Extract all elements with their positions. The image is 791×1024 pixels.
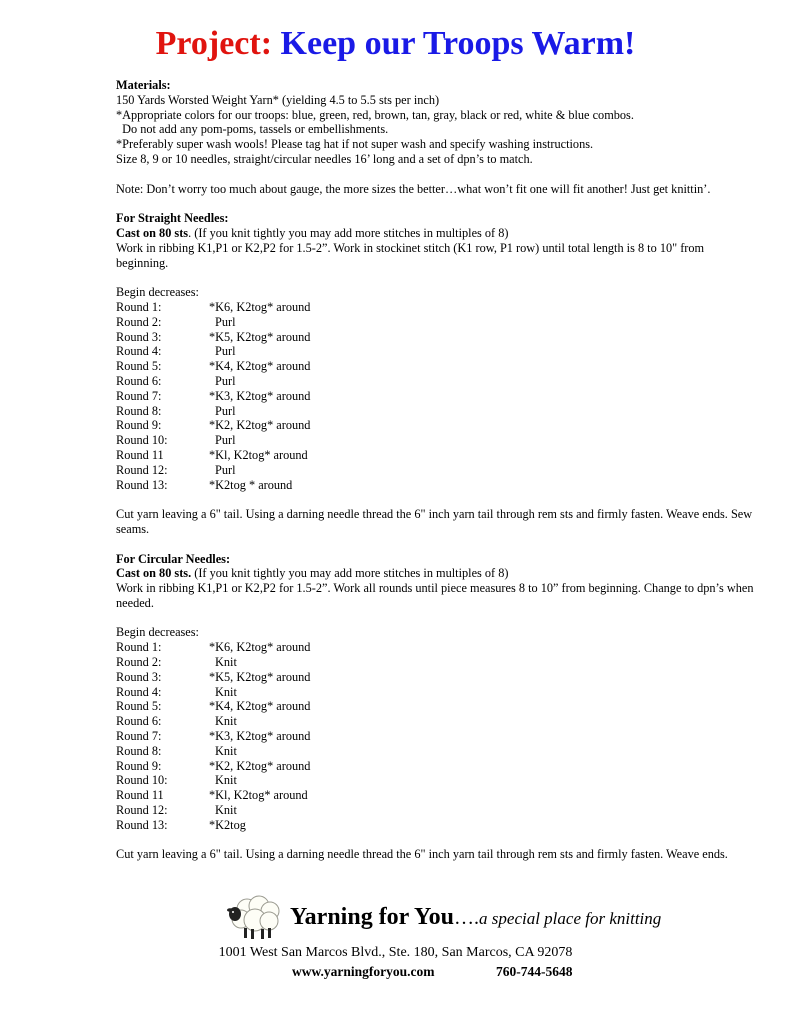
round-label: Round 7:	[116, 729, 162, 744]
round-row	[116, 418, 756, 433]
instructions	[116, 78, 756, 862]
round-label: Round 8:	[116, 403, 162, 418]
round-instruction: *K3, K2tog* around	[209, 388, 311, 403]
materials-line: 150 Yards Worsted Weight Yarn* (yielding 4.5 to 5.5 sts per inch)	[116, 92, 440, 107]
round-row	[116, 344, 756, 359]
shop-brand	[290, 904, 661, 931]
materials-line: Size 8, 9 or 10 needles, straight/circular needles 16’ long and a set of dpn’s to match.	[116, 151, 533, 166]
materials-list	[116, 93, 756, 167]
round-row	[116, 818, 756, 833]
circular-heading: For Circular Needles:	[116, 551, 231, 566]
round-instruction: Purl	[215, 314, 236, 329]
title-main: Keep our Troops Warm!	[280, 25, 636, 62]
round-instruction: *K6, K2tog* around	[209, 640, 311, 655]
shop-website[interactable]: www.yarningforyou.com	[292, 964, 435, 979]
round-row	[116, 714, 756, 729]
round-row	[116, 374, 756, 389]
round-label: Round 1:	[116, 299, 162, 314]
straight-cast-on-rest: . (If you knit tightly you may add more stitches in multiples of 8)	[188, 225, 509, 240]
round-label: Round 12:	[116, 462, 168, 477]
round-label: Round 13:	[116, 477, 168, 492]
round-label: Round 2:	[116, 655, 162, 670]
round-instruction: Knit	[215, 655, 237, 670]
shop-phone: 760-744-5648	[496, 964, 573, 979]
round-row	[116, 463, 756, 478]
round-row	[116, 655, 756, 670]
round-row	[116, 699, 756, 714]
round-instruction: *K4, K2tog* around	[209, 699, 311, 714]
round-label: Round 10:	[116, 773, 168, 788]
round-row	[116, 773, 756, 788]
round-row	[116, 404, 756, 419]
materials-line: *Preferably super wash wools! Please tag hat if not super wash and specify washing instructions.	[116, 137, 594, 152]
round-label: Round 5:	[116, 699, 162, 714]
round-label: Round 13:	[116, 817, 168, 832]
round-row	[116, 729, 756, 744]
round-label: Round 10:	[116, 433, 168, 448]
round-instruction: *K2, K2tog* around	[209, 758, 311, 773]
circular-begin-decreases: Begin decreases:	[116, 625, 199, 640]
round-instruction: Purl	[215, 403, 236, 418]
round-row	[116, 330, 756, 345]
round-row	[116, 359, 756, 374]
round-row	[116, 448, 756, 463]
circular-cast-on	[116, 566, 756, 581]
round-instruction: Knit	[215, 803, 237, 818]
shop-address: 1001 West San Marcos Blvd., Ste. 180, San Marcos, CA 92078	[218, 945, 573, 960]
round-instruction: Knit	[215, 743, 237, 758]
round-label: Round 8:	[116, 743, 162, 758]
circular-rounds	[116, 640, 756, 832]
circular-cast-on-rest: (If you knit tightly you may add more stitches in multiples of 8)	[191, 566, 509, 581]
round-instruction: *Kl, K2tog* around	[209, 788, 308, 803]
round-label: Round 7:	[116, 388, 162, 403]
page-title	[0, 22, 791, 66]
round-row	[116, 300, 756, 315]
round-label: Round 1:	[116, 640, 162, 655]
round-instruction: *K4, K2tog* around	[209, 359, 311, 374]
round-row	[116, 478, 756, 493]
round-row	[116, 744, 756, 759]
shop-tagline: a special place for knitting	[479, 909, 662, 928]
gauge-note: Note: Don’t worry too much about gauge, the more sizes the better…what won’t fit one will fit another! Just get knittin’.	[116, 181, 711, 196]
shop-name: Yarning for You	[290, 904, 455, 930]
circular-work: Work in ribbing K1,P1 or K2,P2 for 1.5-2”. Work all rounds until piece measures 8 to 10” from beginning. Change to dpn’s when needed.	[116, 581, 754, 610]
round-label: Round 6:	[116, 714, 162, 729]
straight-finish: Cut yarn leaving a 6" tail. Using a darning needle thread the 6" inch yarn tail through rem sts and firmly fasten. Weave ends. Sew seams.	[116, 507, 753, 536]
title-prefix: Project:	[155, 25, 273, 62]
round-label: Round 6:	[116, 373, 162, 388]
straight-rounds	[116, 300, 756, 492]
round-instruction: Purl	[215, 344, 236, 359]
round-instruction: *K6, K2tog* around	[209, 299, 311, 314]
straight-heading: For Straight Needles:	[116, 211, 229, 226]
sheep-icon	[225, 892, 287, 940]
round-row	[116, 670, 756, 685]
round-instruction: *K2tog	[209, 817, 246, 832]
round-instruction: *K2tog * around	[209, 477, 293, 492]
round-row	[116, 640, 756, 655]
round-row	[116, 389, 756, 404]
round-instruction: Purl	[215, 433, 236, 448]
round-instruction: Knit	[215, 714, 237, 729]
round-label: Round 11	[116, 447, 164, 462]
materials-line: *Appropriate colors for our troops: blue, green, red, brown, tan, gray, black or red, white & blue combos.	[116, 107, 634, 122]
round-instruction: *Kl, K2tog* around	[209, 447, 308, 462]
round-label: Round 9:	[116, 758, 162, 773]
round-row	[116, 788, 756, 803]
round-row	[116, 803, 756, 818]
round-row	[116, 433, 756, 448]
circular-cast-on-bold: Cast on 80 sts.	[116, 566, 192, 581]
materials-heading: Materials:	[116, 78, 171, 92]
round-label: Round 3:	[116, 669, 162, 684]
round-row	[116, 759, 756, 774]
round-instruction: *K3, K2tog* around	[209, 729, 311, 744]
round-instruction: Knit	[215, 684, 237, 699]
round-row	[116, 685, 756, 700]
round-instruction: *K5, K2tog* around	[209, 669, 311, 684]
round-label: Round 12:	[116, 803, 168, 818]
straight-cast-on-bold: Cast on 80 sts	[116, 225, 189, 240]
straight-cast-on	[116, 226, 756, 241]
round-label: Round 4:	[116, 684, 162, 699]
round-label: Round 9:	[116, 418, 162, 433]
straight-work: Work in ribbing K1,P1 or K2,P2 for 1.5-2”. Work in stockinet stitch (K1 row, P1 row) until total length is 8 to 10" from beginning.	[116, 240, 705, 270]
straight-begin-decreases: Begin decreases:	[116, 285, 199, 300]
round-instruction: Purl	[215, 462, 236, 477]
round-label: Round 3:	[116, 329, 162, 344]
round-label: Round 5:	[116, 359, 162, 374]
brand-dots: ….	[454, 907, 480, 929]
round-instruction: Knit	[215, 773, 237, 788]
round-instruction: Purl	[215, 373, 236, 388]
round-row	[116, 315, 756, 330]
round-label: Round 11	[116, 788, 164, 803]
round-instruction: *K2, K2tog* around	[209, 418, 311, 433]
round-label: Round 2:	[116, 314, 162, 329]
materials-line: Do not add any pom-poms, tassels or embellishments.	[116, 122, 389, 137]
circular-finish: Cut yarn leaving a 6" tail. Using a darning needle thread the 6" inch yarn tail through rem sts and firmly fasten. Weave ends.	[116, 847, 728, 862]
round-label: Round 4:	[116, 344, 162, 359]
round-instruction: *K5, K2tog* around	[209, 329, 311, 344]
